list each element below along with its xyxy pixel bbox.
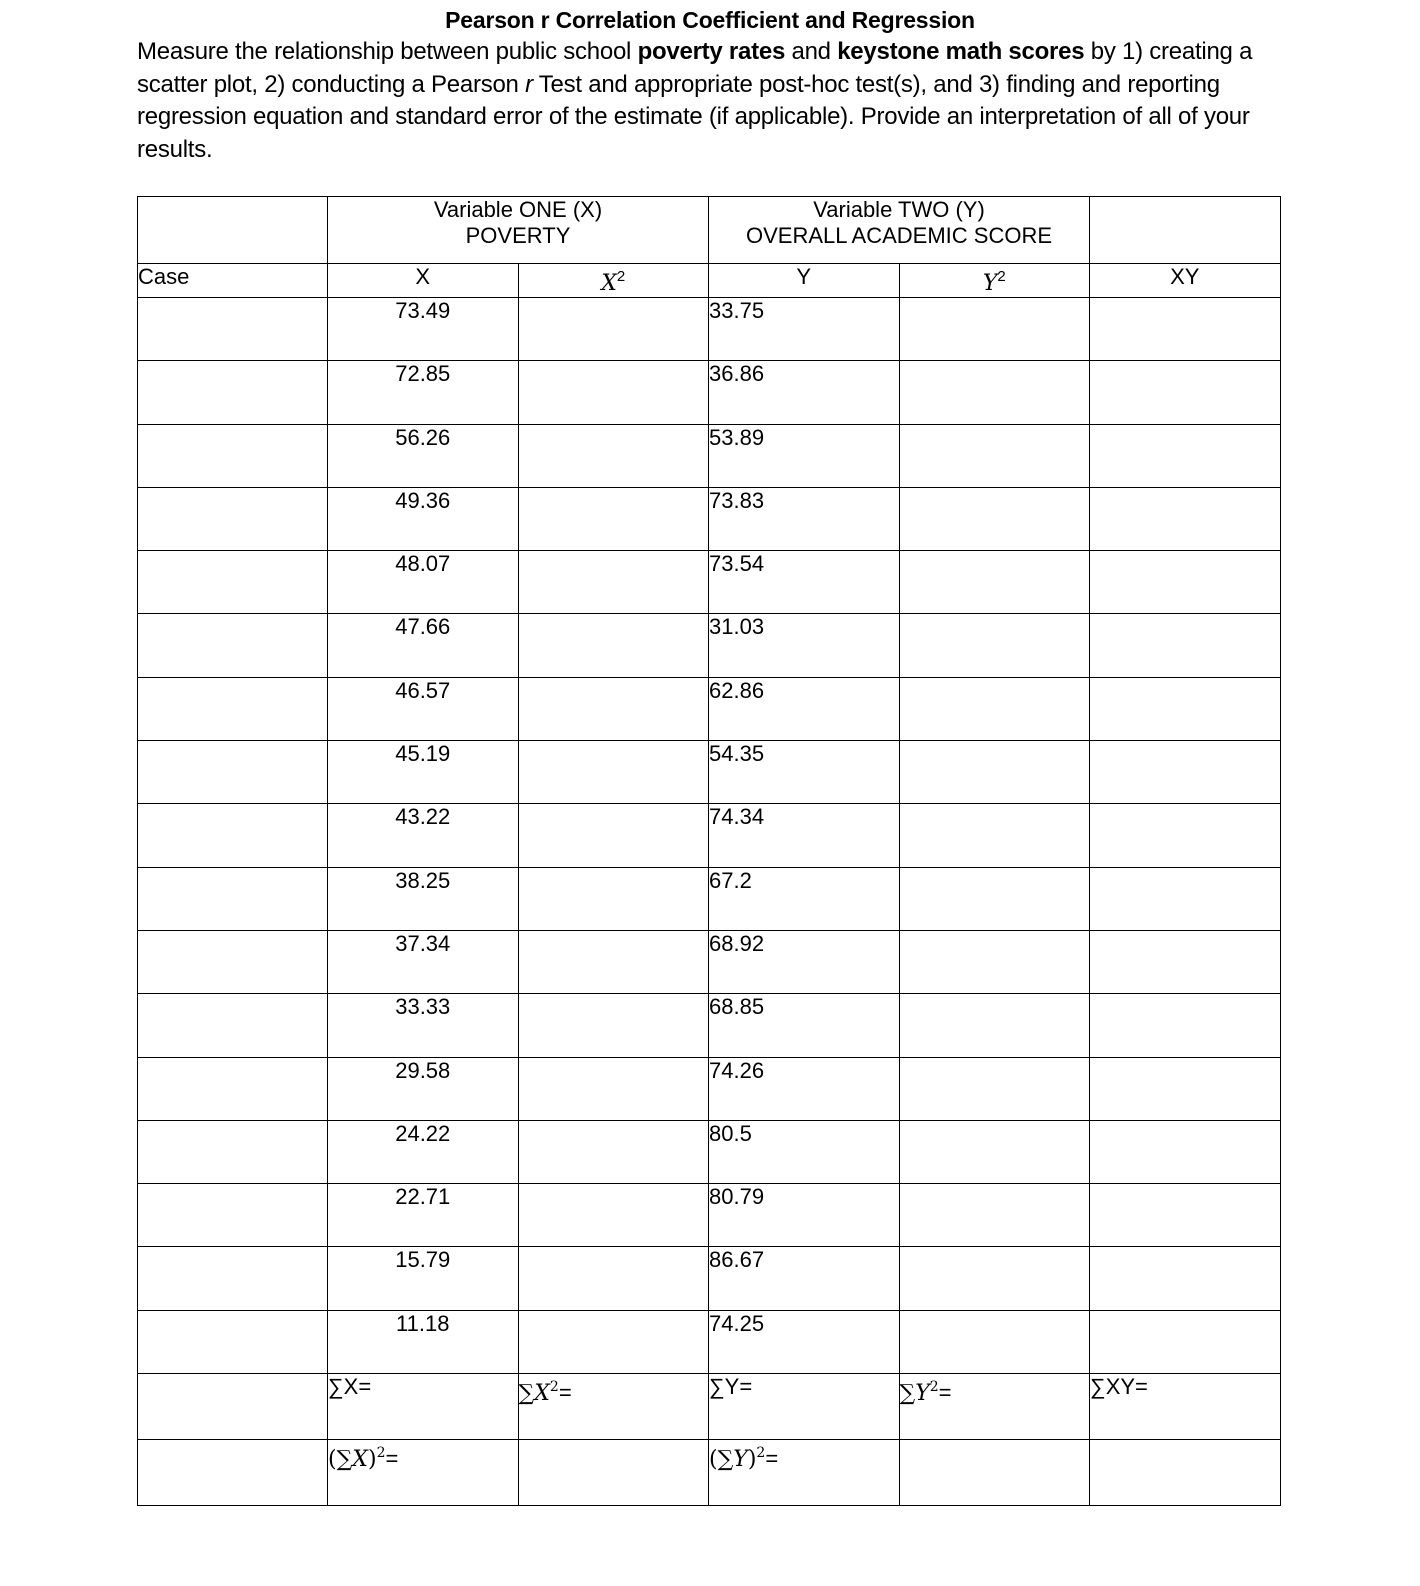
instructions-italic-r: r xyxy=(525,70,533,98)
instructions-text-2: and xyxy=(785,38,838,65)
y-value-cell[interactable]: 74.26 xyxy=(709,1057,900,1120)
xy-cell[interactable] xyxy=(1090,487,1281,550)
sum-y2-exp: 2 xyxy=(929,1379,939,1396)
y-value-cell[interactable]: 74.34 xyxy=(709,804,900,867)
instructions-text-4: Test and appropriate post-hoc test(s), and 3) finding and reporting regression equation and standard error of the estimate (if applicable). Provide an interpretation of all of your results. xyxy=(137,70,1250,164)
y-squared-cell[interactable] xyxy=(899,1184,1090,1247)
blank-header-cell xyxy=(138,197,328,264)
y-value-cell[interactable]: 80.5 xyxy=(709,1120,900,1183)
sum-x2-exp: 2 xyxy=(549,1379,559,1396)
x-squared-cell[interactable] xyxy=(518,1057,709,1120)
x-value-cell[interactable]: 47.66 xyxy=(328,614,519,677)
y-squared-cell[interactable] xyxy=(899,677,1090,740)
x-squared-cell[interactable] xyxy=(518,298,709,361)
x-value-cell[interactable]: 56.26 xyxy=(328,424,519,487)
x-value-cell[interactable]: 43.22 xyxy=(328,804,519,867)
table-row xyxy=(138,487,1281,550)
y-squared-cell[interactable] xyxy=(899,994,1090,1057)
sq-sum-y-exp: 2 xyxy=(756,1445,766,1462)
x-value-cell[interactable]: 22.71 xyxy=(328,1184,519,1247)
variable-one-header xyxy=(328,197,709,264)
y-value-cell[interactable]: 86.67 xyxy=(709,1247,900,1310)
xy-cell[interactable] xyxy=(1090,867,1281,930)
x-squared-cell[interactable] xyxy=(518,1184,709,1247)
xy-cell[interactable] xyxy=(1090,994,1281,1057)
y-squared-cell[interactable] xyxy=(899,741,1090,804)
case-cell[interactable] xyxy=(138,1057,328,1120)
variable-one-subtitle: POVERTY xyxy=(465,223,571,248)
squared-sum-blank-cell[interactable] xyxy=(1090,1440,1281,1506)
sq-sum-y-var: Y xyxy=(733,1447,748,1473)
xy-header: XY xyxy=(1090,264,1281,298)
x-squared-cell[interactable] xyxy=(518,424,709,487)
table-row xyxy=(138,1247,1281,1310)
x-squared-cell[interactable] xyxy=(518,551,709,614)
y-squared-cell[interactable] xyxy=(899,424,1090,487)
table-row xyxy=(138,1184,1281,1247)
variable-two-title: Variable TWO (Y) xyxy=(813,197,985,222)
table-row xyxy=(138,1057,1281,1120)
xy-cell[interactable] xyxy=(1090,930,1281,993)
y-squared-cell[interactable] xyxy=(899,1057,1090,1120)
sum-y2-var: Y xyxy=(915,1381,930,1407)
xy-cell[interactable] xyxy=(1090,804,1281,867)
x-squared-cell[interactable] xyxy=(518,1247,709,1310)
xy-cell[interactable] xyxy=(1090,741,1281,804)
y-value-cell[interactable]: 31.03 xyxy=(709,614,900,677)
sq-sum-x-close: ) xyxy=(367,1447,377,1473)
sum-x2-prefix: ∑ xyxy=(518,1381,535,1407)
variable-two-subtitle: OVERALL ACADEMIC SCORE xyxy=(745,223,1053,248)
case-cell[interactable] xyxy=(138,487,328,550)
squared-sum-x-cell[interactable] xyxy=(328,1440,519,1506)
xy-cell[interactable] xyxy=(1090,614,1281,677)
x-squared-cell[interactable] xyxy=(518,994,709,1057)
table-row xyxy=(138,804,1281,867)
y-squared-cell[interactable] xyxy=(899,298,1090,361)
table-row xyxy=(138,930,1281,993)
x-value-cell[interactable]: 73.49 xyxy=(328,298,519,361)
y-squared-cell[interactable] xyxy=(899,551,1090,614)
case-cell[interactable] xyxy=(138,424,328,487)
x-value-cell[interactable]: 15.79 xyxy=(328,1247,519,1310)
x-value-cell[interactable]: 46.57 xyxy=(328,677,519,740)
table-row xyxy=(138,361,1281,424)
y-squared-cell[interactable] xyxy=(899,930,1090,993)
sum-y-squared-cell[interactable] xyxy=(899,1374,1090,1440)
y-value-cell[interactable]: 80.79 xyxy=(709,1184,900,1247)
y-value-cell[interactable]: 74.25 xyxy=(709,1310,900,1373)
squared-sum-y-cell[interactable] xyxy=(709,1440,900,1506)
x-value-cell[interactable]: 29.58 xyxy=(328,1057,519,1120)
xy-cell[interactable] xyxy=(1090,1184,1281,1247)
xy-cell[interactable] xyxy=(1090,1057,1281,1120)
y-value-cell[interactable]: 73.83 xyxy=(709,487,900,550)
blank-header-cell xyxy=(1090,197,1281,264)
x-squared-cell[interactable] xyxy=(518,677,709,740)
instructions-paragraph xyxy=(137,36,1297,167)
x-squared-exponent: 2 xyxy=(616,268,626,285)
table-row xyxy=(138,994,1281,1057)
x-squared-cell[interactable] xyxy=(518,614,709,677)
x-squared-cell[interactable] xyxy=(518,741,709,804)
instructions-bold-keystone: keystone math scores xyxy=(837,38,1085,65)
x-squared-cell[interactable] xyxy=(518,930,709,993)
table-row xyxy=(138,741,1281,804)
case-cell[interactable] xyxy=(138,614,328,677)
x-squared-cell[interactable] xyxy=(518,804,709,867)
case-cell[interactable] xyxy=(138,741,328,804)
xy-cell[interactable] xyxy=(1090,424,1281,487)
x-squared-cell[interactable] xyxy=(518,1310,709,1373)
y-value-cell[interactable]: 73.54 xyxy=(709,551,900,614)
x-value-cell[interactable]: 24.22 xyxy=(328,1120,519,1183)
variable-two-header xyxy=(709,197,1090,264)
table-row xyxy=(138,298,1281,361)
x-squared-header xyxy=(518,264,709,298)
table-row xyxy=(138,424,1281,487)
table-row xyxy=(138,1120,1281,1183)
y-value-cell[interactable]: 62.86 xyxy=(709,677,900,740)
y-squared-cell[interactable] xyxy=(899,1310,1090,1373)
y-value-cell[interactable]: 67.2 xyxy=(709,867,900,930)
y-value-cell[interactable]: 68.85 xyxy=(709,994,900,1057)
y-value-cell[interactable]: 33.75 xyxy=(709,298,900,361)
x-squared-cell[interactable] xyxy=(518,361,709,424)
worksheet-table xyxy=(137,196,1281,1506)
y-value-cell[interactable]: 68.92 xyxy=(709,930,900,993)
x-squared-cell[interactable] xyxy=(518,867,709,930)
xy-cell[interactable] xyxy=(1090,1247,1281,1310)
table-row xyxy=(138,867,1281,930)
sum-row-case-cell xyxy=(138,1374,328,1440)
y-squared-cell[interactable] xyxy=(899,1247,1090,1310)
table-row xyxy=(138,1310,1281,1373)
y-value-cell[interactable]: 36.86 xyxy=(709,361,900,424)
x-header: X xyxy=(328,264,519,298)
sum-y-cell[interactable]: ∑Y= xyxy=(709,1374,900,1440)
x-value-cell[interactable]: 11.18 xyxy=(328,1310,519,1373)
case-cell[interactable] xyxy=(138,361,328,424)
y-squared-cell[interactable] xyxy=(899,867,1090,930)
table-row xyxy=(138,551,1281,614)
xy-cell[interactable] xyxy=(1090,361,1281,424)
x-squared-cell[interactable] xyxy=(518,487,709,550)
squared-sum-row-case-cell xyxy=(138,1440,328,1506)
x-value-cell[interactable]: 38.25 xyxy=(328,867,519,930)
sq-sum-y-open: (∑ xyxy=(709,1447,734,1473)
sq-sum-x-suffix: = xyxy=(385,1446,399,1472)
sum-y2-suffix: = xyxy=(938,1380,952,1406)
sum-x2-suffix: = xyxy=(558,1380,572,1406)
instructions-text-1: Measure the relationship between public school xyxy=(137,38,638,65)
instructions-bold-poverty: poverty rates xyxy=(637,38,786,65)
page-title: Pearson r Correlation Coefficient and Regression xyxy=(445,7,975,33)
sq-sum-y-close: ) xyxy=(747,1447,757,1473)
case-cell[interactable] xyxy=(138,930,328,993)
x-value-cell[interactable]: 49.36 xyxy=(328,487,519,550)
case-cell[interactable] xyxy=(138,1247,328,1310)
xy-cell[interactable] xyxy=(1090,298,1281,361)
case-cell[interactable] xyxy=(138,298,328,361)
xy-cell[interactable] xyxy=(1090,1310,1281,1373)
case-cell[interactable] xyxy=(138,677,328,740)
y-squared-cell[interactable] xyxy=(899,1120,1090,1183)
case-cell[interactable] xyxy=(138,867,328,930)
case-header: Case xyxy=(138,264,328,298)
y-squared-cell[interactable] xyxy=(899,614,1090,677)
sum-x2-var: X xyxy=(534,1381,550,1407)
sq-sum-x-open: (∑ xyxy=(328,1447,353,1473)
case-cell[interactable] xyxy=(138,994,328,1057)
case-cell[interactable] xyxy=(138,804,328,867)
x-squared-cell[interactable] xyxy=(518,1120,709,1183)
x-value-cell[interactable]: 37.34 xyxy=(328,930,519,993)
header-row-variables xyxy=(138,197,1281,264)
x-value-cell[interactable]: 72.85 xyxy=(328,361,519,424)
squared-sum-blank-cell[interactable] xyxy=(518,1440,709,1506)
x-value-cell[interactable]: 48.07 xyxy=(328,551,519,614)
squared-sum-blank-cell[interactable] xyxy=(899,1440,1090,1506)
y-squared-cell[interactable] xyxy=(899,487,1090,550)
table-row xyxy=(138,614,1281,677)
x-value-cell[interactable]: 45.19 xyxy=(328,741,519,804)
sum-y2-prefix: ∑ xyxy=(899,1381,916,1407)
case-cell[interactable] xyxy=(138,551,328,614)
x-squared-base: X xyxy=(601,271,617,296)
y-value-cell[interactable]: 54.35 xyxy=(709,741,900,804)
squared-sum-row xyxy=(138,1440,1281,1506)
xy-cell[interactable] xyxy=(1090,551,1281,614)
sq-sum-x-exp: 2 xyxy=(376,1445,386,1462)
sum-xy-cell[interactable]: ∑XY= xyxy=(1090,1374,1281,1440)
case-cell[interactable] xyxy=(138,1310,328,1373)
sum-x-squared-cell[interactable] xyxy=(518,1374,709,1440)
y-value-cell[interactable]: 53.89 xyxy=(709,424,900,487)
x-value-cell[interactable]: 33.33 xyxy=(328,994,519,1057)
xy-cell[interactable] xyxy=(1090,1120,1281,1183)
table-row xyxy=(138,677,1281,740)
instructions-text-3: by 1) creating a scatter plot, 2) conducting a Pearson xyxy=(137,38,1253,98)
sq-sum-x-var: X xyxy=(352,1447,368,1473)
y-squared-base: Y xyxy=(982,271,998,296)
xy-cell[interactable] xyxy=(1090,677,1281,740)
y-squared-cell[interactable] xyxy=(899,361,1090,424)
y-squared-header xyxy=(899,264,1090,298)
case-cell[interactable] xyxy=(138,1120,328,1183)
sq-sum-y-suffix: = xyxy=(765,1446,779,1472)
variable-one-title: Variable ONE (X) xyxy=(433,197,603,222)
y-squared-exponent: 2 xyxy=(997,268,1006,285)
header-row-columns xyxy=(138,264,1281,298)
sum-row xyxy=(138,1374,1281,1440)
case-cell[interactable] xyxy=(138,1184,328,1247)
y-squared-cell[interactable] xyxy=(899,804,1090,867)
y-header: Y xyxy=(709,264,900,298)
sum-x-cell[interactable]: ∑X= xyxy=(328,1374,519,1440)
